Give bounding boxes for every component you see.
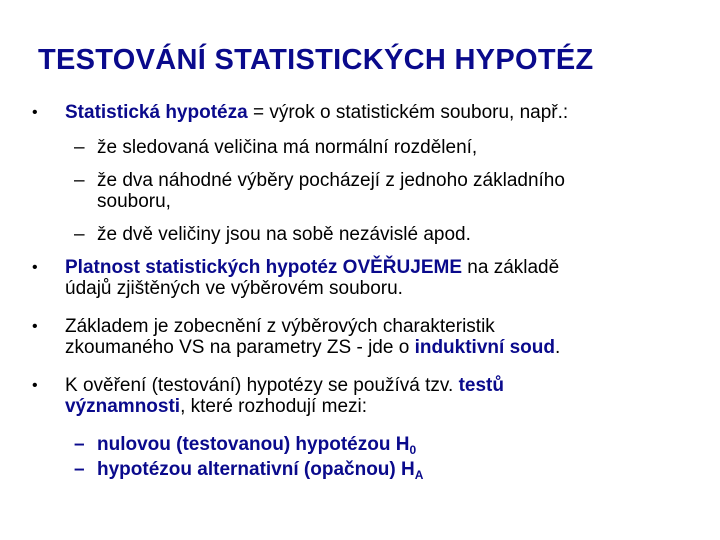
- bullet-3-text: zkoumaného VS na parametry ZS - jde o: [65, 337, 415, 358]
- bullet-1-text: = výrok o statistickém souboru, např.:: [247, 102, 569, 123]
- bullet-marker: •: [32, 377, 38, 394]
- bullet-4-text: K ověření (testování) hypotézy se používá tzv.: [65, 375, 459, 396]
- sub-item-2: že dva náhodné výběry pocházejí z jednoho základního: [97, 170, 565, 191]
- bullet-4-line-2: [65, 396, 367, 418]
- bullet-marker: •: [32, 104, 38, 121]
- bullet-3-line-2: [65, 337, 560, 359]
- term-statisticka-hypoteza: Statistická hypotéza: [65, 102, 248, 123]
- dash-marker: –: [74, 170, 85, 191]
- bullet-2-line-2: údajů zjištěných ve výběrovém souboru.: [65, 278, 403, 299]
- bullet-marker: •: [32, 259, 38, 276]
- bullet-4-text-end: , které rozhodují mezi:: [180, 396, 368, 417]
- bullet-2: [65, 257, 559, 279]
- null-hypothesis-text: nulovou (testovanou) hypotézou H: [97, 434, 410, 455]
- dash-marker: –: [74, 224, 85, 245]
- alternative-hypothesis: [97, 459, 423, 486]
- dash-marker: –: [74, 459, 85, 480]
- null-hypothesis: [97, 434, 416, 461]
- sub-item-2-continuation: souboru,: [97, 191, 171, 212]
- bullet-marker: •: [32, 318, 38, 335]
- term-testu: testů: [458, 375, 504, 396]
- bullet-2-text: na základě: [462, 257, 560, 278]
- term-induktivni-soud: induktivní soud: [414, 337, 555, 358]
- bullet-3-line-1: Základem je zobecnění z výběrových charakteristik: [65, 316, 495, 337]
- bullet-3-period: .: [554, 337, 561, 358]
- term-platnost-hypotez: Platnost statistických hypotéz OVĚŘUJEME: [65, 257, 462, 278]
- bullet-4-line-1: [65, 375, 504, 397]
- sub-item-1: že sledovaná veličina má normální rozdělení,: [97, 137, 478, 158]
- slide-title: TESTOVÁNÍ STATISTICKÝCH HYPOTÉZ: [38, 44, 594, 76]
- null-hypothesis-subscript: 0: [409, 443, 417, 457]
- sub-item-3: že dvě veličiny jsou na sobě nezávislé apod.: [97, 224, 471, 245]
- alternative-hypothesis-text: hypotézou alternativní (opačnou) H: [97, 459, 415, 480]
- dash-marker: –: [74, 137, 85, 158]
- dash-marker: –: [74, 434, 85, 455]
- alternative-hypothesis-subscript: A: [414, 468, 424, 482]
- bullet-1: [65, 102, 568, 124]
- term-vyznamnosti: významnosti: [65, 396, 181, 417]
